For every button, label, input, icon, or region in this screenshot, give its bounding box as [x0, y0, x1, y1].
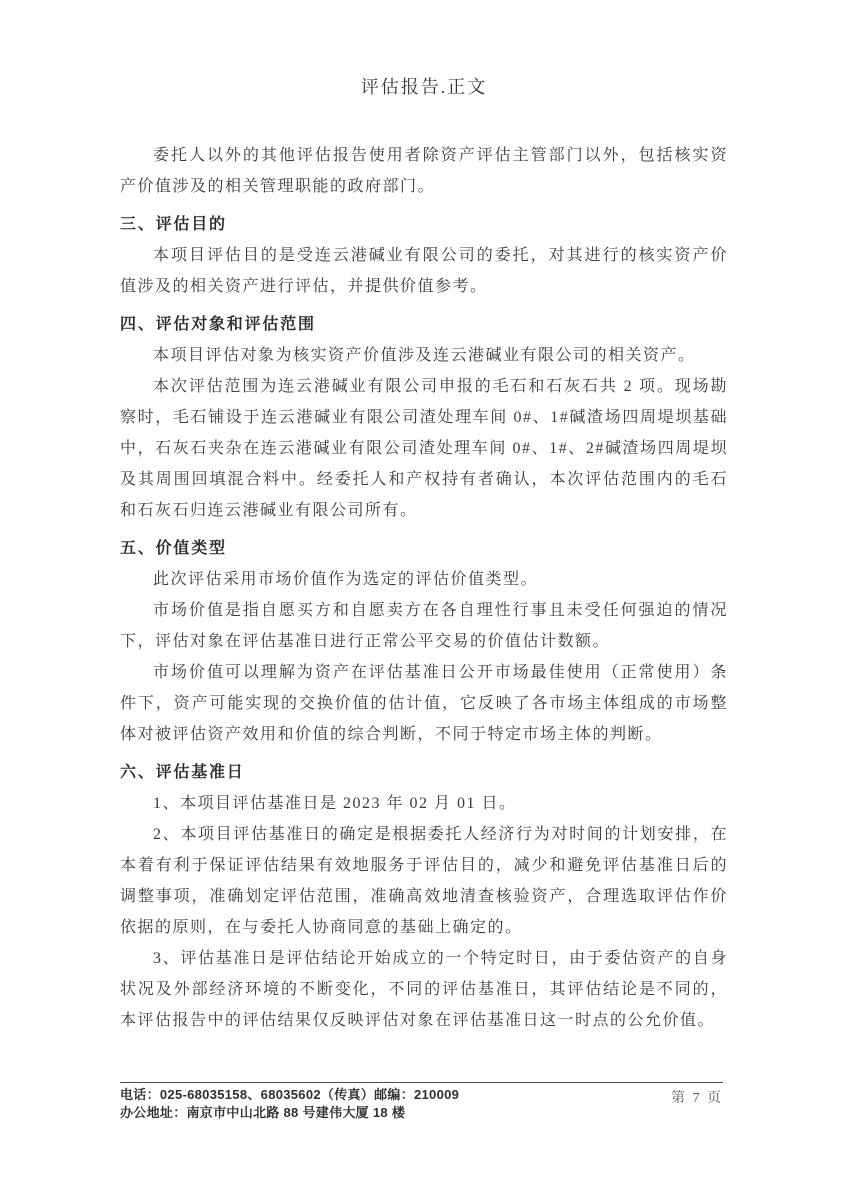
document-body	[120, 140, 728, 1036]
page-footer	[120, 1082, 723, 1122]
paragraph: 市场价值可以理解为资产在评估基准日公开市场最佳使用（正常使用）条件下，资产可能实现的交换价值的估计值，它反映了各市场主体组成的市场整体对被评估资产效用和价值的综合判断，不同于特定市场主体的判断。	[120, 664, 728, 743]
paragraph: 本项目评估目的是受连云港碱业有限公司的委托，对其进行的核实资产价值涉及的相关资产进行评估，并提供价值参考。	[120, 247, 728, 295]
section-heading-purpose: 三、评估目的	[120, 216, 227, 233]
footer-address-line: 办公地址：南京市中山北路 88 号建伟大厦 18 楼	[120, 1105, 406, 1120]
section-heading-value-type: 五、价值类型	[120, 540, 227, 557]
section-heading-base-date: 六、评估基准日	[120, 764, 245, 781]
document-title: 评估报告.正文	[360, 77, 488, 97]
section-heading-object-scope: 四、评估对象和评估范围	[120, 316, 316, 333]
paragraph: 2、本项目评估基准日的确定是根据委托人经济行为对时间的计划安排，在本着有利于保证评估结果有效地服务于评估目的，减少和避免评估基准日后的调整事项，准确划定评估范围，准确高效地清查核验资产，合理选取评估作价依据的原则，在与委托人协商同意的基础上确定的。	[120, 826, 728, 936]
paragraph: 市场价值是指自愿买方和自愿卖方在各自理性行事且未受任何强迫的情况下，评估对象在评估基准日进行正常公平交易的价值估计数额。	[120, 602, 728, 650]
paragraph: 本项目评估对象为核实资产价值涉及连云港碱业有限公司的相关资产。	[153, 347, 696, 364]
paragraph: 此次评估采用市场价值作为选定的评估价值类型。	[153, 571, 539, 588]
footer-phone-line: 电话：025-68035158、68035602（传真）邮编：210009	[120, 1087, 460, 1102]
paragraph: 1、本项目评估基准日是 2023 年 02 月 01 日。	[153, 795, 517, 812]
paragraph: 本次评估范围为连云港碱业有限公司申报的毛石和石灰石共 2 项。现场勘察时，毛石铺设于连云港碱业有限公司渣处理车间 0#、1#碱渣场四周堤坝基础中，石灰石夹杂在连云港碱业有限公司渣处理车间 0#、1#、2#碱渣场四周堤坝及其周围回填混合料中。经委托人和产权持有者确认，本次评估范围内的毛石和石灰石归连云港碱业有限公司所有。	[120, 378, 728, 519]
paragraph: 3、评估基准日是评估结论开始成立的一个特定时日，由于委估资产的自身状况及外部经济环境的不断变化，不同的评估基准日，其评估结论是不同的，本评估报告中的评估结果仅反映评估对象在评估基准日这一时点的公允价值。	[120, 950, 728, 1029]
page-number: 第 7 页	[671, 1091, 723, 1106]
intro-paragraph: 委托人以外的其他评估报告使用者除资产评估主管部门以外，包括核实资产价值涉及的相关管理职能的政府部门。	[120, 147, 728, 195]
